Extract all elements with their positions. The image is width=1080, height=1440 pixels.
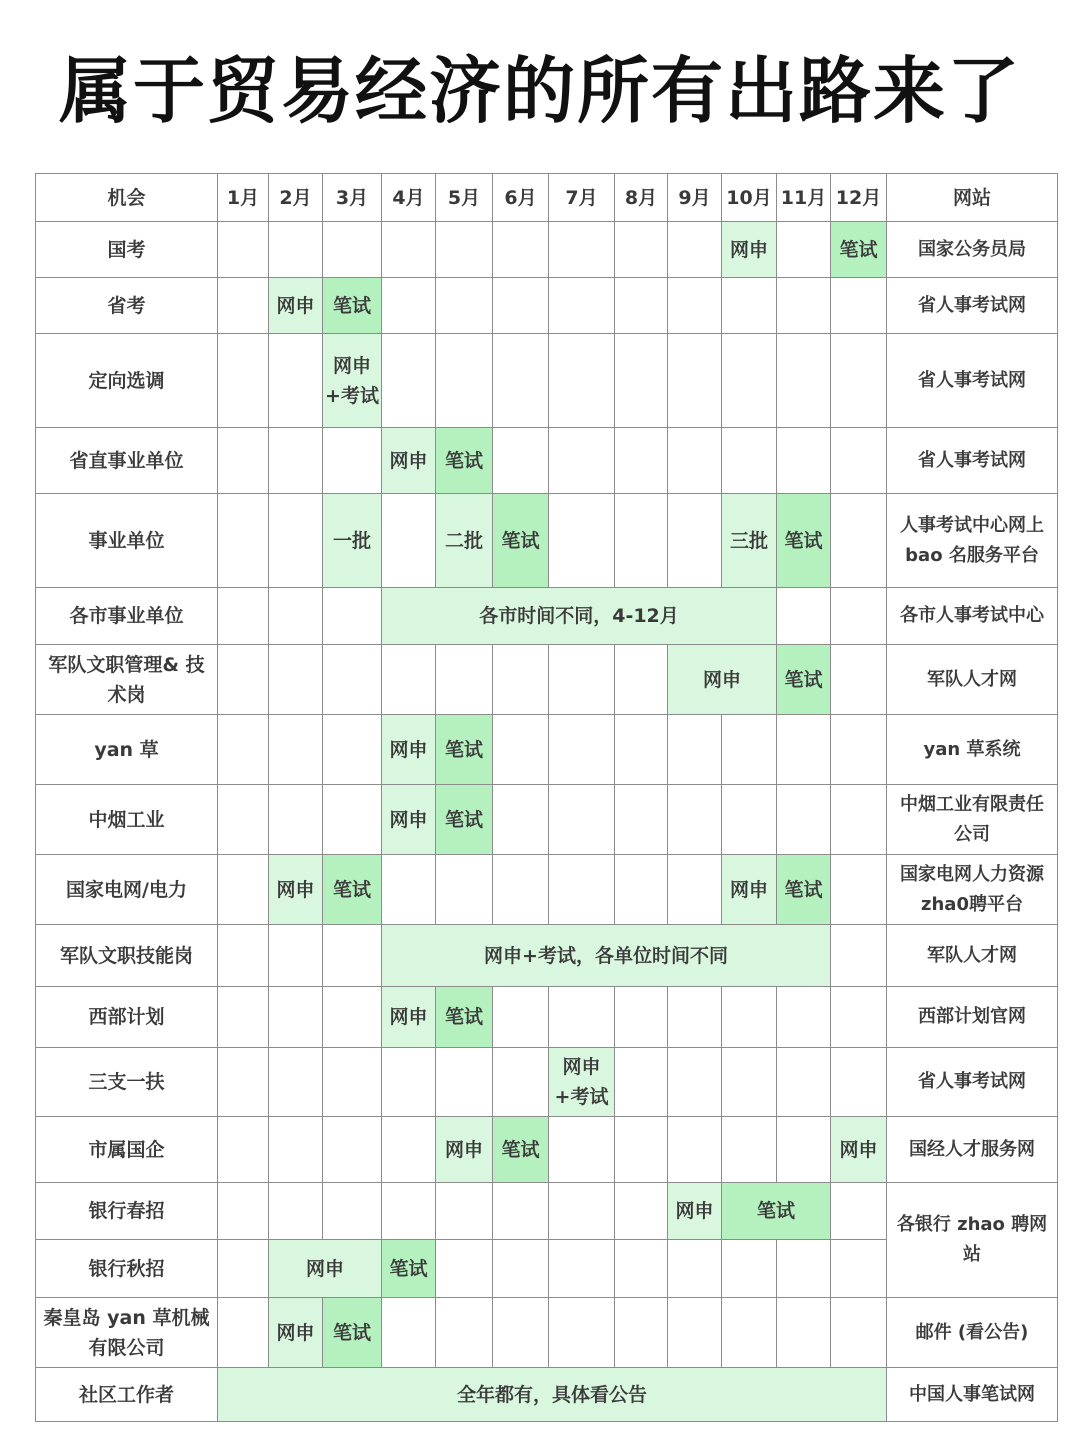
table-row [36, 334, 1058, 428]
row-website: 中国人事笔试网 [887, 1368, 1058, 1422]
schedule-cell: 笔试 [777, 855, 831, 925]
empty-cell [831, 645, 887, 715]
schedule-cell: 网申 [436, 1117, 493, 1183]
empty-cell [269, 715, 323, 785]
row-name: 市属国企 [36, 1117, 218, 1183]
site-line: 公司 [954, 823, 990, 845]
empty-cell [722, 428, 777, 494]
empty-cell [382, 1117, 436, 1183]
site-line: 中烟工业有限责任 [900, 793, 1044, 815]
empty-cell [323, 925, 382, 987]
empty-cell [382, 1298, 436, 1368]
schedule-cell: 笔试 [436, 987, 493, 1048]
header-month: 12月 [831, 174, 887, 222]
table-row [36, 645, 1058, 715]
site-line: 各银行 zhao 聘网 [896, 1214, 1048, 1235]
schedule-cell: 三批 [722, 494, 777, 588]
title-highlight: 贸易经济 [207, 33, 503, 137]
empty-cell [549, 222, 615, 278]
row-website: 省人事考试网 [887, 1048, 1058, 1117]
row-name: 西部计划 [36, 987, 218, 1048]
empty-cell [831, 428, 887, 494]
row-website: 省人事考试网 [887, 428, 1058, 494]
schedule-cell: 笔试 [777, 645, 831, 715]
schedule-span-cell: 全年都有，具体看公告 [218, 1368, 887, 1422]
empty-cell [382, 494, 436, 588]
empty-cell [615, 987, 668, 1048]
empty-cell [218, 278, 269, 334]
schedule-span-cell: 网申+考试，各单位时间不同 [382, 925, 831, 987]
empty-cell [218, 428, 269, 494]
empty-cell [777, 588, 831, 645]
schedule-cell [323, 334, 382, 428]
empty-cell [436, 645, 493, 715]
site-line: 人事考试中心网上 [900, 514, 1044, 536]
empty-cell [549, 1117, 615, 1183]
empty-cell [615, 1117, 668, 1183]
empty-cell [777, 1240, 831, 1298]
empty-cell [668, 1117, 722, 1183]
empty-cell [831, 1183, 887, 1240]
schedule-cell: 笔试 [323, 1298, 382, 1368]
empty-cell [323, 785, 382, 855]
empty-cell [436, 222, 493, 278]
table-row [36, 222, 1058, 278]
empty-cell [549, 855, 615, 925]
empty-cell [493, 785, 549, 855]
empty-cell [777, 1048, 831, 1117]
row-website [887, 855, 1058, 925]
table-row [36, 785, 1058, 855]
empty-cell [493, 428, 549, 494]
schedule-cell [549, 1048, 615, 1117]
empty-cell [831, 334, 887, 428]
row-website [887, 785, 1058, 855]
empty-cell [831, 1240, 887, 1298]
empty-cell [493, 987, 549, 1048]
empty-cell [218, 494, 269, 588]
row-website: 各市人事考试中心 [887, 588, 1058, 645]
empty-cell [831, 278, 887, 334]
empty-cell [668, 222, 722, 278]
row-name [36, 1298, 218, 1368]
row-website: 国家公务员局 [887, 222, 1058, 278]
table-row [36, 987, 1058, 1048]
schedule-cell: 笔试 [777, 494, 831, 588]
empty-cell [436, 278, 493, 334]
schedule-cell: 网申 [382, 987, 436, 1048]
empty-cell [493, 334, 549, 428]
row-website [887, 1183, 1058, 1298]
empty-cell [493, 715, 549, 785]
row-website: 军队人才网 [887, 645, 1058, 715]
empty-cell [323, 715, 382, 785]
name-line: 秦皇岛 yan 草机械 [43, 1306, 210, 1329]
empty-cell [549, 715, 615, 785]
empty-cell [668, 855, 722, 925]
schedule-cell: 网申 [382, 785, 436, 855]
empty-cell [323, 1183, 382, 1240]
empty-cell [493, 1048, 549, 1117]
empty-cell [382, 645, 436, 715]
empty-cell [615, 645, 668, 715]
cell-line: +考试 [554, 1086, 609, 1108]
table-row [36, 494, 1058, 588]
row-name: 银行春招 [36, 1183, 218, 1240]
empty-cell [831, 494, 887, 588]
row-website: 省人事考试网 [887, 278, 1058, 334]
empty-cell [722, 1117, 777, 1183]
empty-cell [615, 1183, 668, 1240]
empty-cell [777, 278, 831, 334]
header-month: 8月 [615, 174, 668, 222]
schedule-cell: 笔试 [436, 785, 493, 855]
header-row [36, 174, 1058, 222]
empty-cell [382, 855, 436, 925]
empty-cell [323, 222, 382, 278]
schedule-cell: 笔试 [831, 222, 887, 278]
row-name [36, 645, 218, 715]
row-website: 西部计划官网 [887, 987, 1058, 1048]
empty-cell [722, 278, 777, 334]
row-name: yan 草 [36, 715, 218, 785]
empty-cell [493, 645, 549, 715]
empty-cell [615, 1298, 668, 1368]
cell-line: 网申 [332, 354, 371, 377]
header-month: 6月 [493, 174, 549, 222]
empty-cell [436, 1298, 493, 1368]
empty-cell [615, 222, 668, 278]
empty-cell [218, 855, 269, 925]
row-name: 各市事业单位 [36, 588, 218, 645]
table-row [36, 1298, 1058, 1368]
empty-cell [549, 428, 615, 494]
schedule-span-cell: 笔试 [722, 1183, 831, 1240]
schedule-cell: 网申 [382, 428, 436, 494]
schedule-cell: 网申 [831, 1117, 887, 1183]
empty-cell [269, 588, 323, 645]
schedule-cell: 笔试 [323, 855, 382, 925]
empty-cell [668, 785, 722, 855]
empty-cell [323, 588, 382, 645]
empty-cell [615, 785, 668, 855]
empty-cell [722, 1048, 777, 1117]
table-row [36, 1117, 1058, 1183]
empty-cell [668, 1298, 722, 1368]
row-name: 省考 [36, 278, 218, 334]
table-row [36, 1183, 1058, 1240]
empty-cell [668, 1048, 722, 1117]
empty-cell [615, 334, 668, 428]
table-row [36, 1048, 1058, 1117]
schedule-table [35, 173, 1058, 1422]
header-month: 11月 [777, 174, 831, 222]
empty-cell [777, 428, 831, 494]
empty-cell [269, 785, 323, 855]
header-month: 1月 [218, 174, 269, 222]
empty-cell [382, 222, 436, 278]
empty-cell [615, 1048, 668, 1117]
table-row [36, 1368, 1058, 1422]
empty-cell [668, 494, 722, 588]
empty-cell [323, 987, 382, 1048]
empty-cell [218, 1117, 269, 1183]
table-row [36, 278, 1058, 334]
empty-cell [218, 987, 269, 1048]
empty-cell [668, 1240, 722, 1298]
header-month: 2月 [269, 174, 323, 222]
empty-cell [549, 645, 615, 715]
schedule-cell: 笔试 [382, 1240, 436, 1298]
row-website [887, 494, 1058, 588]
empty-cell [549, 1240, 615, 1298]
empty-cell [323, 428, 382, 494]
empty-cell [493, 1240, 549, 1298]
schedule-cell: 笔试 [436, 428, 493, 494]
empty-cell [269, 494, 323, 588]
empty-cell [269, 1048, 323, 1117]
table-row [36, 925, 1058, 987]
row-name: 国考 [36, 222, 218, 278]
header-month: 10月 [722, 174, 777, 222]
table-row [36, 588, 1058, 645]
schedule-cell: 网申 [668, 1183, 722, 1240]
schedule-span-cell: 网申 [668, 645, 777, 715]
empty-cell [382, 1183, 436, 1240]
empty-cell [218, 715, 269, 785]
empty-cell [777, 222, 831, 278]
table-row [36, 715, 1058, 785]
empty-cell [436, 1048, 493, 1117]
empty-cell [218, 1240, 269, 1298]
site-line: 国家电网人力资源 [900, 863, 1044, 885]
empty-cell [722, 785, 777, 855]
empty-cell [831, 855, 887, 925]
empty-cell [493, 222, 549, 278]
row-name: 定向选调 [36, 334, 218, 428]
empty-cell [269, 1117, 323, 1183]
schedule-span-cell: 各市时间不同，4-12月 [382, 588, 777, 645]
empty-cell [831, 785, 887, 855]
empty-cell [668, 715, 722, 785]
empty-cell [722, 334, 777, 428]
empty-cell [668, 278, 722, 334]
title-suffix: 的所有出路来了 [503, 49, 1022, 133]
empty-cell [777, 1117, 831, 1183]
schedule-cell: 笔试 [493, 1117, 549, 1183]
row-name: 省直事业单位 [36, 428, 218, 494]
schedule-span-cell: 网申 [269, 1240, 382, 1298]
empty-cell [777, 715, 831, 785]
empty-cell [218, 645, 269, 715]
header-month: 9月 [668, 174, 722, 222]
schedule-cell: 网申 [722, 855, 777, 925]
row-name: 三支一扶 [36, 1048, 218, 1117]
empty-cell [831, 1048, 887, 1117]
empty-cell [493, 1183, 549, 1240]
schedule-cell: 二批 [436, 494, 493, 588]
schedule-cell: 笔试 [493, 494, 549, 588]
site-line: zha0聘平台 [921, 893, 1023, 915]
empty-cell [218, 334, 269, 428]
empty-cell [722, 715, 777, 785]
empty-cell [668, 334, 722, 428]
header-month: 5月 [436, 174, 493, 222]
row-name: 社区工作者 [36, 1368, 218, 1422]
empty-cell [549, 987, 615, 1048]
schedule-cell: 网申 [722, 222, 777, 278]
empty-cell [269, 334, 323, 428]
empty-cell [269, 987, 323, 1048]
empty-cell [615, 1240, 668, 1298]
row-website: 国经人才服务网 [887, 1117, 1058, 1183]
row-name: 银行秋招 [36, 1240, 218, 1298]
empty-cell [549, 785, 615, 855]
site-line: bao 名服务平台 [905, 544, 1039, 566]
site-line: 站 [963, 1244, 981, 1265]
empty-cell [722, 987, 777, 1048]
empty-cell [382, 278, 436, 334]
empty-cell [218, 1048, 269, 1117]
empty-cell [831, 588, 887, 645]
empty-cell [668, 987, 722, 1048]
empty-cell [549, 1183, 615, 1240]
empty-cell [615, 715, 668, 785]
empty-cell [777, 1298, 831, 1368]
empty-cell [218, 588, 269, 645]
name-line: 有限公司 [88, 1336, 165, 1359]
empty-cell [777, 987, 831, 1048]
empty-cell [436, 334, 493, 428]
table-row [36, 428, 1058, 494]
empty-cell [831, 925, 887, 987]
row-name: 中烟工业 [36, 785, 218, 855]
empty-cell [549, 494, 615, 588]
empty-cell [777, 334, 831, 428]
empty-cell [323, 645, 382, 715]
empty-cell [831, 715, 887, 785]
empty-cell [218, 222, 269, 278]
schedule-cell: 网申 [382, 715, 436, 785]
name-line: 军队文职管理& 技 [48, 653, 205, 676]
cell-line: 网申 [562, 1056, 601, 1078]
empty-cell [493, 1298, 549, 1368]
row-website: yan 草系统 [887, 715, 1058, 785]
header-cell-opportunity: 机会 [36, 174, 218, 222]
empty-cell [269, 428, 323, 494]
row-name: 国家电网/电力 [36, 855, 218, 925]
empty-cell [722, 1298, 777, 1368]
empty-cell [218, 785, 269, 855]
empty-cell [615, 494, 668, 588]
empty-cell [493, 855, 549, 925]
table-row [36, 855, 1058, 925]
schedule-cell: 网申 [269, 1298, 323, 1368]
cell-line: +考试 [325, 384, 379, 407]
empty-cell [549, 1298, 615, 1368]
empty-cell [831, 987, 887, 1048]
empty-cell [722, 1240, 777, 1298]
empty-cell [615, 428, 668, 494]
schedule-cell: 网申 [269, 278, 323, 334]
empty-cell [218, 1298, 269, 1368]
empty-cell [436, 1240, 493, 1298]
empty-cell [668, 428, 722, 494]
name-line: 术岗 [107, 683, 146, 706]
empty-cell [831, 1298, 887, 1368]
empty-cell [218, 925, 269, 987]
schedule-cell: 一批 [323, 494, 382, 588]
header-month: 7月 [549, 174, 615, 222]
empty-cell [382, 334, 436, 428]
schedule-cell: 笔试 [436, 715, 493, 785]
empty-cell [436, 1183, 493, 1240]
empty-cell [323, 1048, 382, 1117]
schedule-cell: 网申 [269, 855, 323, 925]
row-name: 事业单位 [36, 494, 218, 588]
row-name: 军队文职技能岗 [36, 925, 218, 987]
empty-cell [269, 222, 323, 278]
empty-cell [269, 645, 323, 715]
header-month: 3月 [323, 174, 382, 222]
row-website: 军队人才网 [887, 925, 1058, 987]
empty-cell [549, 334, 615, 428]
empty-cell [323, 1117, 382, 1183]
row-website: 邮件 (看公告) [887, 1298, 1058, 1368]
empty-cell [777, 785, 831, 855]
row-website: 省人事考试网 [887, 334, 1058, 428]
empty-cell [615, 855, 668, 925]
empty-cell [615, 278, 668, 334]
empty-cell [436, 855, 493, 925]
empty-cell [269, 925, 323, 987]
empty-cell [218, 1183, 269, 1240]
empty-cell [382, 1048, 436, 1117]
header-month: 4月 [382, 174, 436, 222]
header-cell-website: 网站 [887, 174, 1058, 222]
empty-cell [549, 278, 615, 334]
empty-cell [493, 278, 549, 334]
page-title [0, 0, 1080, 170]
schedule-cell: 笔试 [323, 278, 382, 334]
title-prefix: 属于 [58, 49, 207, 133]
empty-cell [269, 1183, 323, 1240]
